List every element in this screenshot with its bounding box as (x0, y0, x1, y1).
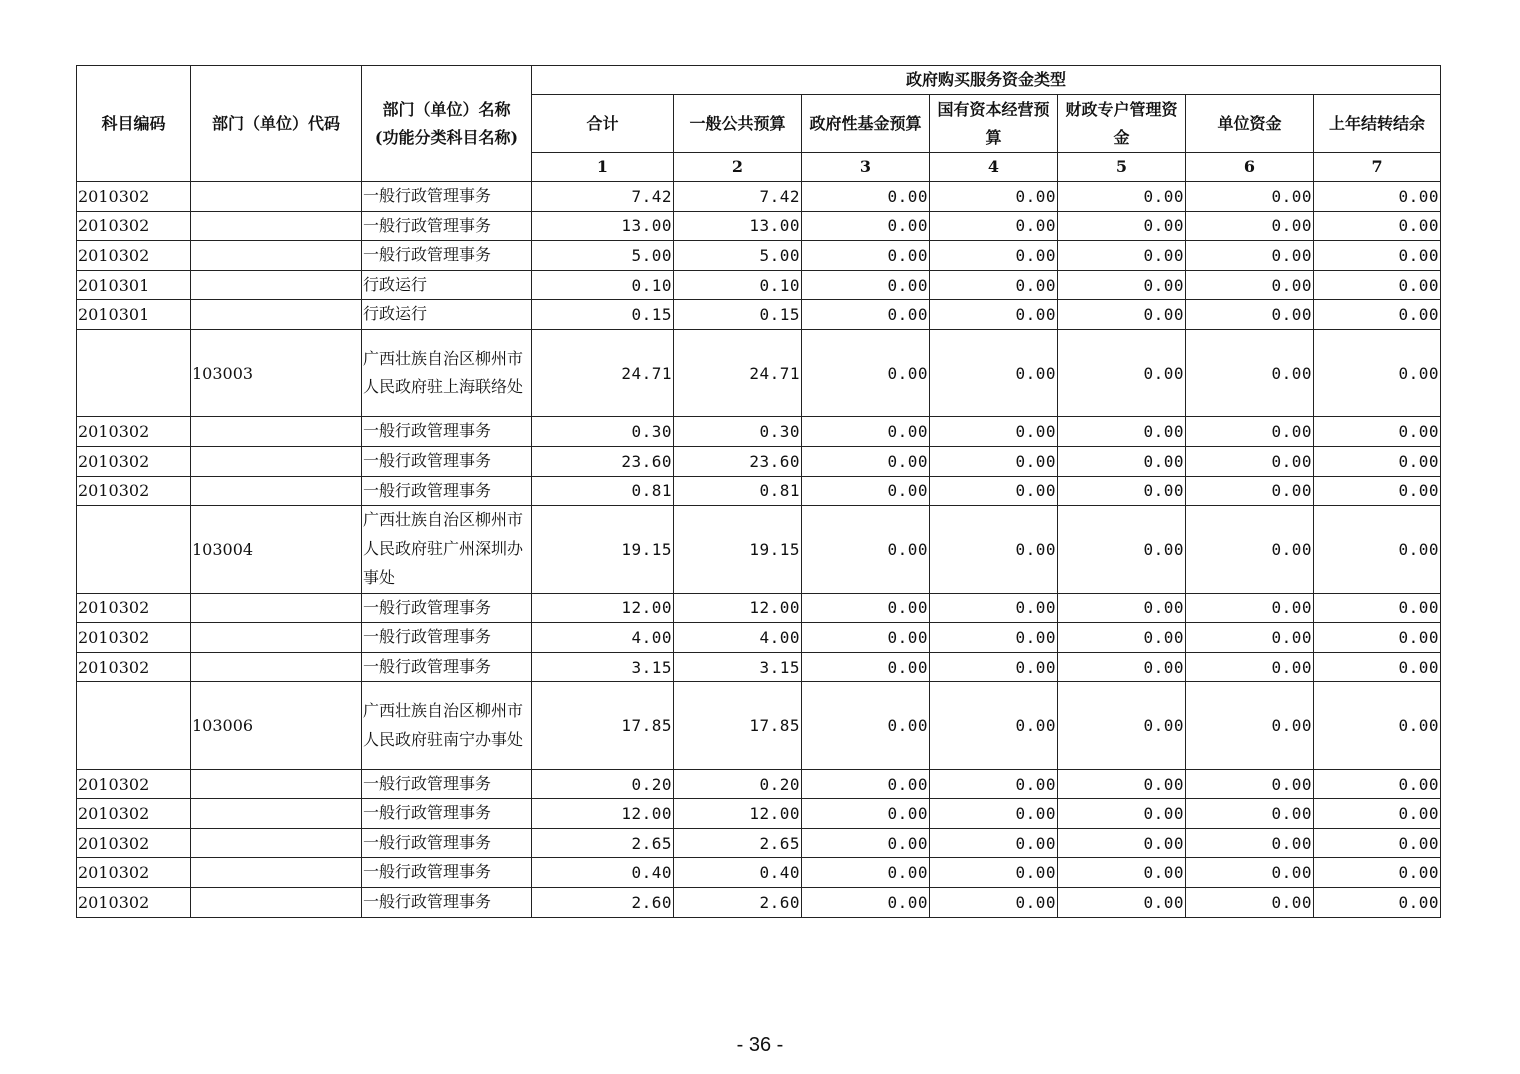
value-cell-col-5: 0.00 (1058, 858, 1186, 888)
value-cell-col-1: 5.00 (532, 241, 674, 271)
value-cell-col-3: 0.00 (802, 300, 930, 330)
dept-code-cell (191, 799, 362, 829)
value-cell-col-3: 0.00 (802, 506, 930, 593)
value-cell-col-4: 0.00 (930, 623, 1058, 653)
subject-code-cell: 2010301 (77, 300, 191, 330)
value-cell-col-3: 0.00 (802, 858, 930, 888)
value-cell-col-4: 0.00 (930, 182, 1058, 212)
header-fund-2: 一般公共预算 (674, 95, 802, 153)
value-cell-col-3: 0.00 (802, 682, 930, 769)
table-row (77, 476, 1441, 506)
header-col-number-7: 7 (1314, 153, 1441, 182)
value-cell-col-7: 0.00 (1314, 652, 1441, 682)
value-cell-col-7: 0.00 (1314, 182, 1441, 212)
value-cell-col-2: 0.15 (674, 300, 802, 330)
dept-name-cell: 一般行政管理事务 (362, 799, 532, 829)
value-cell-col-2: 4.00 (674, 623, 802, 653)
dept-name-cell: 广西壮族自治区柳州市人民政府驻上海联络处 (362, 329, 532, 416)
value-cell-col-5: 0.00 (1058, 211, 1186, 241)
value-cell-col-1: 0.15 (532, 300, 674, 330)
header-col-number-4: 4 (930, 153, 1058, 182)
table-row (77, 241, 1441, 271)
value-cell-col-1: 0.30 (532, 417, 674, 447)
subject-code-cell: 2010302 (77, 828, 191, 858)
dept-code-cell (191, 476, 362, 506)
header-col-number-2: 2 (674, 153, 802, 182)
table-row (77, 682, 1441, 769)
value-cell-col-1: 7.42 (532, 182, 674, 212)
table-row (77, 270, 1441, 300)
value-cell-col-6: 0.00 (1186, 623, 1314, 653)
dept-name-cell: 一般行政管理事务 (362, 623, 532, 653)
subject-code-cell: 2010302 (77, 417, 191, 447)
value-cell-col-2: 17.85 (674, 682, 802, 769)
value-cell-col-5: 0.00 (1058, 593, 1186, 623)
dept-code-cell (191, 888, 362, 918)
subject-code-cell: 2010302 (77, 769, 191, 799)
dept-code-cell (191, 182, 362, 212)
value-cell-col-7: 0.00 (1314, 623, 1441, 653)
value-cell-col-7: 0.00 (1314, 799, 1441, 829)
value-cell-col-3: 0.00 (802, 888, 930, 918)
dept-name-cell: 一般行政管理事务 (362, 182, 532, 212)
header-col-number-6: 6 (1186, 153, 1314, 182)
dept-name-cell: 行政运行 (362, 300, 532, 330)
value-cell-col-2: 0.10 (674, 270, 802, 300)
value-cell-col-7: 0.00 (1314, 329, 1441, 416)
subject-code-cell: 2010302 (77, 888, 191, 918)
dept-name-cell: 一般行政管理事务 (362, 888, 532, 918)
value-cell-col-4: 0.00 (930, 593, 1058, 623)
budget-table (76, 65, 1441, 918)
value-cell-col-4: 0.00 (930, 329, 1058, 416)
header-dept-name-line1: 部门（单位）名称 (382, 99, 511, 119)
value-cell-col-3: 0.00 (802, 182, 930, 212)
value-cell-col-3: 0.00 (802, 446, 930, 476)
dept-code-cell (191, 270, 362, 300)
value-cell-col-4: 0.00 (930, 446, 1058, 476)
value-cell-col-5: 0.00 (1058, 417, 1186, 447)
value-cell-col-4: 0.00 (930, 682, 1058, 769)
value-cell-col-7: 0.00 (1314, 211, 1441, 241)
value-cell-col-5: 0.00 (1058, 270, 1186, 300)
value-cell-col-4: 0.00 (930, 417, 1058, 447)
value-cell-col-3: 0.00 (802, 769, 930, 799)
value-cell-col-7: 0.00 (1314, 446, 1441, 476)
table-header (77, 66, 1441, 182)
dept-name-cell: 一般行政管理事务 (362, 769, 532, 799)
table-row (77, 417, 1441, 447)
value-cell-col-6: 0.00 (1186, 506, 1314, 593)
header-fund-6: 单位资金 (1186, 95, 1314, 153)
value-cell-col-5: 0.00 (1058, 888, 1186, 918)
value-cell-col-7: 0.00 (1314, 828, 1441, 858)
value-cell-col-7: 0.00 (1314, 593, 1441, 623)
value-cell-col-5: 0.00 (1058, 506, 1186, 593)
value-cell-col-6: 0.00 (1186, 858, 1314, 888)
value-cell-col-2: 19.15 (674, 506, 802, 593)
value-cell-col-1: 13.00 (532, 211, 674, 241)
subject-code-cell (77, 682, 191, 769)
dept-name-cell: 一般行政管理事务 (362, 211, 532, 241)
value-cell-col-5: 0.00 (1058, 769, 1186, 799)
subject-code-cell: 2010302 (77, 476, 191, 506)
header-fund-5: 财政专户管理资金 (1058, 95, 1186, 153)
table-row (77, 593, 1441, 623)
header-col-number-3: 3 (802, 153, 930, 182)
value-cell-col-6: 0.00 (1186, 182, 1314, 212)
subject-code-cell: 2010302 (77, 593, 191, 623)
value-cell-col-5: 0.00 (1058, 446, 1186, 476)
header-fund-3: 政府性基金预算 (802, 95, 930, 153)
value-cell-col-6: 0.00 (1186, 300, 1314, 330)
dept-code-cell (191, 828, 362, 858)
value-cell-col-4: 0.00 (930, 828, 1058, 858)
value-cell-col-7: 0.00 (1314, 300, 1441, 330)
value-cell-col-7: 0.00 (1314, 476, 1441, 506)
header-dept-code: 部门（单位）代码 (191, 66, 362, 182)
value-cell-col-6: 0.00 (1186, 476, 1314, 506)
value-cell-col-5: 0.00 (1058, 329, 1186, 416)
value-cell-col-3: 0.00 (802, 417, 930, 447)
subject-code-cell: 2010302 (77, 799, 191, 829)
value-cell-col-2: 12.00 (674, 593, 802, 623)
value-cell-col-1: 24.71 (532, 329, 674, 416)
value-cell-col-5: 0.00 (1058, 241, 1186, 271)
value-cell-col-6: 0.00 (1186, 446, 1314, 476)
dept-code-cell (191, 858, 362, 888)
dept-code-cell: 103003 (191, 329, 362, 416)
value-cell-col-5: 0.00 (1058, 476, 1186, 506)
dept-name-cell: 广西壮族自治区柳州市人民政府驻南宁办事处 (362, 682, 532, 769)
value-cell-col-1: 2.60 (532, 888, 674, 918)
value-cell-col-1: 19.15 (532, 506, 674, 593)
value-cell-col-1: 17.85 (532, 682, 674, 769)
value-cell-col-4: 0.00 (930, 769, 1058, 799)
value-cell-col-5: 0.00 (1058, 182, 1186, 212)
table-row (77, 300, 1441, 330)
value-cell-col-6: 0.00 (1186, 799, 1314, 829)
value-cell-col-4: 0.00 (930, 652, 1058, 682)
dept-code-cell (191, 241, 362, 271)
value-cell-col-6: 0.00 (1186, 211, 1314, 241)
value-cell-col-1: 0.10 (532, 270, 674, 300)
value-cell-col-5: 0.00 (1058, 623, 1186, 653)
value-cell-col-5: 0.00 (1058, 652, 1186, 682)
dept-code-cell (191, 593, 362, 623)
value-cell-col-7: 0.00 (1314, 888, 1441, 918)
value-cell-col-7: 0.00 (1314, 769, 1441, 799)
value-cell-col-4: 0.00 (930, 476, 1058, 506)
dept-name-cell: 一般行政管理事务 (362, 828, 532, 858)
value-cell-col-3: 0.00 (802, 241, 930, 271)
dept-name-cell: 行政运行 (362, 270, 532, 300)
table-body (77, 182, 1441, 918)
subject-code-cell: 2010302 (77, 211, 191, 241)
value-cell-col-2: 7.42 (674, 182, 802, 212)
value-cell-col-7: 0.00 (1314, 241, 1441, 271)
value-cell-col-7: 0.00 (1314, 417, 1441, 447)
header-dept-name (362, 66, 532, 182)
dept-code-cell (191, 769, 362, 799)
value-cell-col-6: 0.00 (1186, 270, 1314, 300)
header-subject-code: 科目编码 (77, 66, 191, 182)
subject-code-cell: 2010302 (77, 446, 191, 476)
value-cell-col-1: 0.20 (532, 769, 674, 799)
value-cell-col-3: 0.00 (802, 329, 930, 416)
table-row (77, 211, 1441, 241)
value-cell-col-1: 0.40 (532, 858, 674, 888)
value-cell-col-3: 0.00 (802, 623, 930, 653)
dept-name-cell: 一般行政管理事务 (362, 446, 532, 476)
subject-code-cell: 2010302 (77, 182, 191, 212)
value-cell-col-5: 0.00 (1058, 828, 1186, 858)
value-cell-col-7: 0.00 (1314, 506, 1441, 593)
value-cell-col-5: 0.00 (1058, 300, 1186, 330)
value-cell-col-3: 0.00 (802, 828, 930, 858)
subject-code-cell: 2010302 (77, 652, 191, 682)
value-cell-col-6: 0.00 (1186, 652, 1314, 682)
subject-code-cell: 2010302 (77, 241, 191, 271)
value-cell-col-5: 0.00 (1058, 682, 1186, 769)
value-cell-col-3: 0.00 (802, 270, 930, 300)
dept-name-cell: 广西壮族自治区柳州市人民政府驻广州深圳办事处 (362, 506, 532, 593)
subject-code-cell: 2010302 (77, 858, 191, 888)
subject-code-cell: 2010302 (77, 623, 191, 653)
value-cell-col-2: 0.20 (674, 769, 802, 799)
value-cell-col-3: 0.00 (802, 799, 930, 829)
header-fund-7: 上年结转结余 (1314, 95, 1441, 153)
dept-code-cell (191, 211, 362, 241)
value-cell-col-2: 5.00 (674, 241, 802, 271)
value-cell-col-6: 0.00 (1186, 769, 1314, 799)
value-cell-col-3: 0.00 (802, 652, 930, 682)
value-cell-col-2: 0.81 (674, 476, 802, 506)
value-cell-col-4: 0.00 (930, 888, 1058, 918)
value-cell-col-2: 0.30 (674, 417, 802, 447)
value-cell-col-2: 0.40 (674, 858, 802, 888)
value-cell-col-2: 2.60 (674, 888, 802, 918)
dept-name-cell: 一般行政管理事务 (362, 652, 532, 682)
header-fund-1: 合计 (532, 95, 674, 153)
value-cell-col-2: 3.15 (674, 652, 802, 682)
value-cell-col-2: 23.60 (674, 446, 802, 476)
table-row (77, 623, 1441, 653)
value-cell-col-4: 0.00 (930, 506, 1058, 593)
table-row (77, 858, 1441, 888)
value-cell-col-5: 0.00 (1058, 799, 1186, 829)
value-cell-col-4: 0.00 (930, 270, 1058, 300)
value-cell-col-3: 0.00 (802, 593, 930, 623)
table-row (77, 506, 1441, 593)
value-cell-col-4: 0.00 (930, 300, 1058, 330)
table-row (77, 799, 1441, 829)
dept-name-cell: 一般行政管理事务 (362, 593, 532, 623)
header-fund-type-group: 政府购买服务资金类型 (532, 66, 1441, 95)
value-cell-col-1: 12.00 (532, 799, 674, 829)
dept-code-cell (191, 300, 362, 330)
dept-name-cell: 一般行政管理事务 (362, 417, 532, 447)
value-cell-col-2: 24.71 (674, 329, 802, 416)
subject-code-cell (77, 329, 191, 416)
header-col-number-1: 1 (532, 153, 674, 182)
table-row (77, 182, 1441, 212)
dept-name-cell: 一般行政管理事务 (362, 858, 532, 888)
value-cell-col-6: 0.00 (1186, 682, 1314, 769)
dept-code-cell: 103006 (191, 682, 362, 769)
page-number: - 36 - (736, 1034, 784, 1056)
value-cell-col-6: 0.00 (1186, 888, 1314, 918)
table-row (77, 769, 1441, 799)
dept-name-cell: 一般行政管理事务 (362, 241, 532, 271)
value-cell-col-7: 0.00 (1314, 270, 1441, 300)
table-row (77, 828, 1441, 858)
value-cell-col-1: 23.60 (532, 446, 674, 476)
value-cell-col-1: 0.81 (532, 476, 674, 506)
dept-code-cell (191, 623, 362, 653)
value-cell-col-6: 0.00 (1186, 417, 1314, 447)
subject-code-cell: 2010301 (77, 270, 191, 300)
value-cell-col-1: 12.00 (532, 593, 674, 623)
value-cell-col-2: 2.65 (674, 828, 802, 858)
value-cell-col-2: 13.00 (674, 211, 802, 241)
value-cell-col-6: 0.00 (1186, 241, 1314, 271)
table-row (77, 329, 1441, 416)
value-cell-col-1: 2.65 (532, 828, 674, 858)
table-row (77, 446, 1441, 476)
table-row (77, 888, 1441, 918)
value-cell-col-4: 0.00 (930, 858, 1058, 888)
value-cell-col-4: 0.00 (930, 799, 1058, 829)
table-row (77, 652, 1441, 682)
value-cell-col-3: 0.00 (802, 476, 930, 506)
dept-code-cell: 103004 (191, 506, 362, 593)
dept-code-cell (191, 417, 362, 447)
value-cell-col-6: 0.00 (1186, 828, 1314, 858)
dept-code-cell (191, 652, 362, 682)
subject-code-cell (77, 506, 191, 593)
dept-name-cell: 一般行政管理事务 (362, 476, 532, 506)
dept-code-cell (191, 446, 362, 476)
header-dept-name-line2: (功能分类科目名称) (374, 127, 519, 147)
value-cell-col-7: 0.00 (1314, 858, 1441, 888)
header-fund-4: 国有资本经营预算 (930, 95, 1058, 153)
value-cell-col-1: 3.15 (532, 652, 674, 682)
value-cell-col-2: 12.00 (674, 799, 802, 829)
value-cell-col-6: 0.00 (1186, 593, 1314, 623)
header-col-number-5: 5 (1058, 153, 1186, 182)
value-cell-col-6: 0.00 (1186, 329, 1314, 416)
value-cell-col-4: 0.00 (930, 211, 1058, 241)
value-cell-col-4: 0.00 (930, 241, 1058, 271)
value-cell-col-7: 0.00 (1314, 682, 1441, 769)
value-cell-col-3: 0.00 (802, 211, 930, 241)
value-cell-col-1: 4.00 (532, 623, 674, 653)
